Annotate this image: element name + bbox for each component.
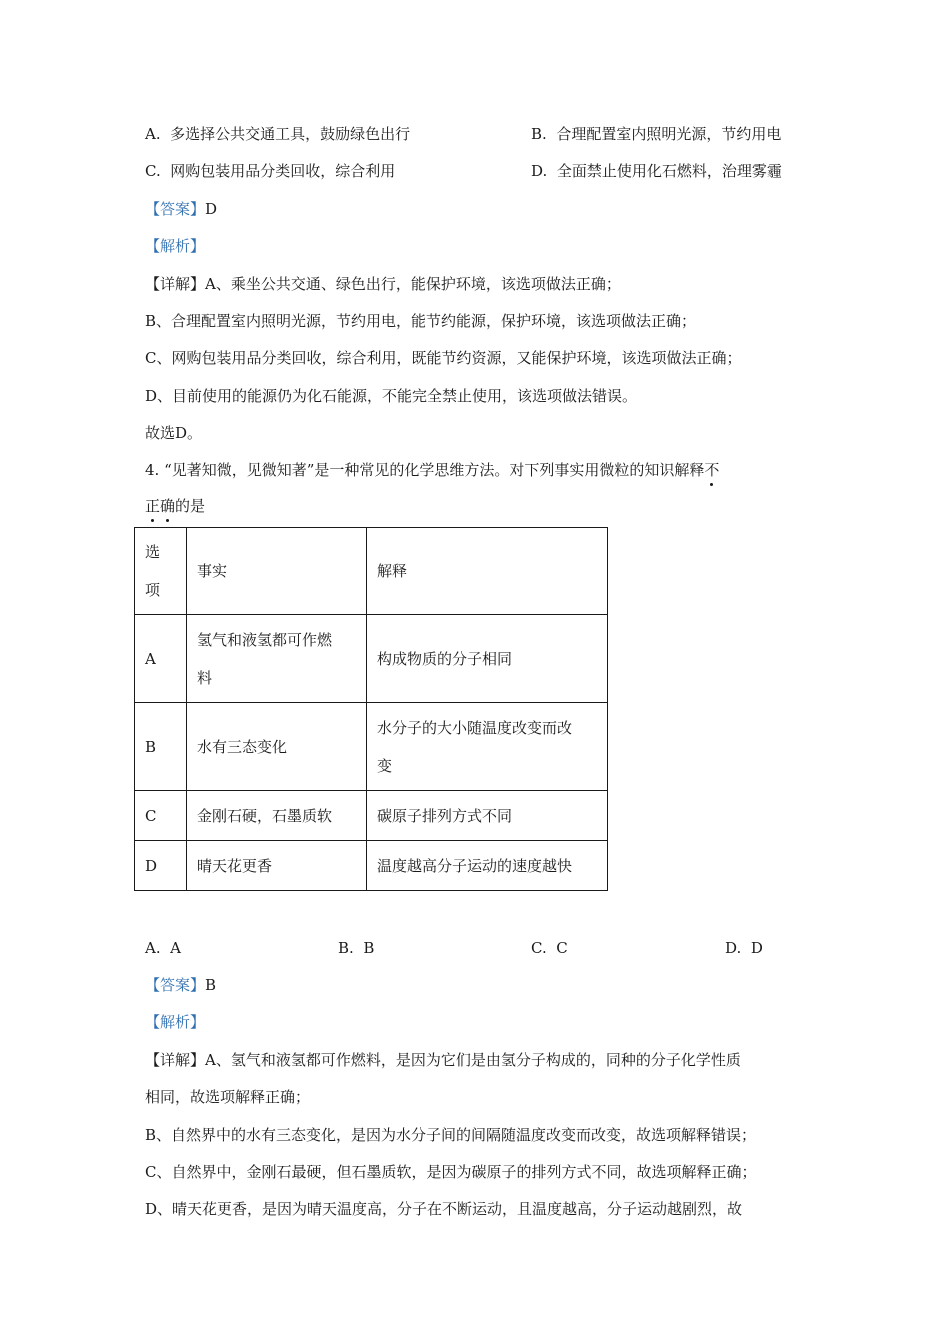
- row-option: B: [135, 703, 187, 791]
- q4-option-d: D. D: [725, 939, 763, 957]
- table-row: [135, 703, 608, 791]
- q4-stem-line-2: 正确的是: [145, 497, 206, 515]
- emphasis-dot-char: 确: [160, 497, 176, 515]
- q4-answer: 【答案】B: [145, 976, 217, 994]
- q4-detail-line-1: 【详解】A、氢气和液氢都可作燃料，是因为它们是由氢分子构成的，同种的分子化学性质: [145, 1051, 741, 1069]
- header-option: 选 项: [135, 528, 187, 615]
- row-explain: 水分子的大小随温度改变而改 变: [367, 703, 608, 791]
- row-fact: 晴天花更香: [187, 841, 367, 891]
- row-fact: 水有三态变化: [187, 703, 367, 791]
- row-fact: 氢气和液氢都可作燃 料: [187, 615, 367, 703]
- row-fact: 金刚石硬，石墨质软: [187, 791, 367, 841]
- row-explain: 碳原子排列方式不同: [367, 791, 608, 841]
- q4-detail-line-4: C、自然界中，金刚石最硬，但石墨质软，是因为碳原子的排列方式不同，故选项解释正确；: [145, 1163, 757, 1181]
- q3-detail-line-1: 【详解】A、乘坐公共交通、绿色出行，能保护环境，该选项做法正确；: [145, 275, 621, 293]
- option-b: B. 合理配置室内照明光源，节约用电: [531, 125, 782, 143]
- q3-detail-line-3: C、网购包装用品分类回收，综合利用，既能节约资源，又能保护环境，该选项做法正确；: [145, 349, 742, 367]
- row-option: D: [135, 841, 187, 891]
- q4-detail-line-2: 相同，故选项解释正确；: [145, 1088, 311, 1106]
- q4-option-a: A. A: [145, 939, 181, 957]
- q3-conclusion: 故选D。: [145, 424, 203, 442]
- emphasis-dot-char: 正: [145, 497, 161, 515]
- q4-detail-line-3: B、自然界中的水有三态变化，是因为水分子间的间隔随温度改变而改变，故选项解释错误；: [145, 1126, 757, 1144]
- q3-analysis-tag: 【解析】: [145, 237, 206, 255]
- option-c: C. 网购包装用品分类回收，综合利用: [145, 162, 396, 180]
- table-row: [135, 615, 608, 703]
- emphasis-dot-char: 不: [704, 461, 720, 479]
- option-a: A. 多选择公共交通工具，鼓励绿色出行: [145, 125, 411, 143]
- q4-detail-line-5: D、晴天花更香，是因为晴天温度高，分子在不断运动，且温度越高，分子运动越剧烈，故: [145, 1200, 743, 1218]
- header-explain: 解释: [367, 528, 608, 615]
- q4-analysis-tag: 【解析】: [145, 1013, 206, 1031]
- table-row: [135, 841, 608, 891]
- facts-table: [134, 527, 608, 891]
- table-header-row: [135, 528, 608, 615]
- row-explain: 温度越高分子运动的速度越快: [367, 841, 608, 891]
- header-fact: 事实: [187, 528, 367, 615]
- q3-detail-line-4: D、目前使用的能源仍为化石能源，不能完全禁止使用，该选项做法错误。: [145, 387, 638, 405]
- row-option: C: [135, 791, 187, 841]
- q3-answer: 【答案】D: [145, 200, 218, 218]
- q4-option-b: B. B: [338, 939, 375, 957]
- table-row: [135, 791, 608, 841]
- q4-option-c: C. C: [531, 939, 568, 957]
- option-d: D. 全面禁止使用化石燃料，治理雾霾: [531, 162, 782, 180]
- row-option: A: [135, 615, 187, 703]
- row-explain: 构成物质的分子相同: [367, 615, 608, 703]
- q4-stem-line-1: 4. “见著知微，见微知著”是一种常见的化学思维方法。对下列事实用微粒的知识解释不: [145, 461, 720, 479]
- q3-detail-line-2: B、合理配置室内照明光源，节约用电，能节约能源，保护环境，该选项做法正确；: [145, 312, 697, 330]
